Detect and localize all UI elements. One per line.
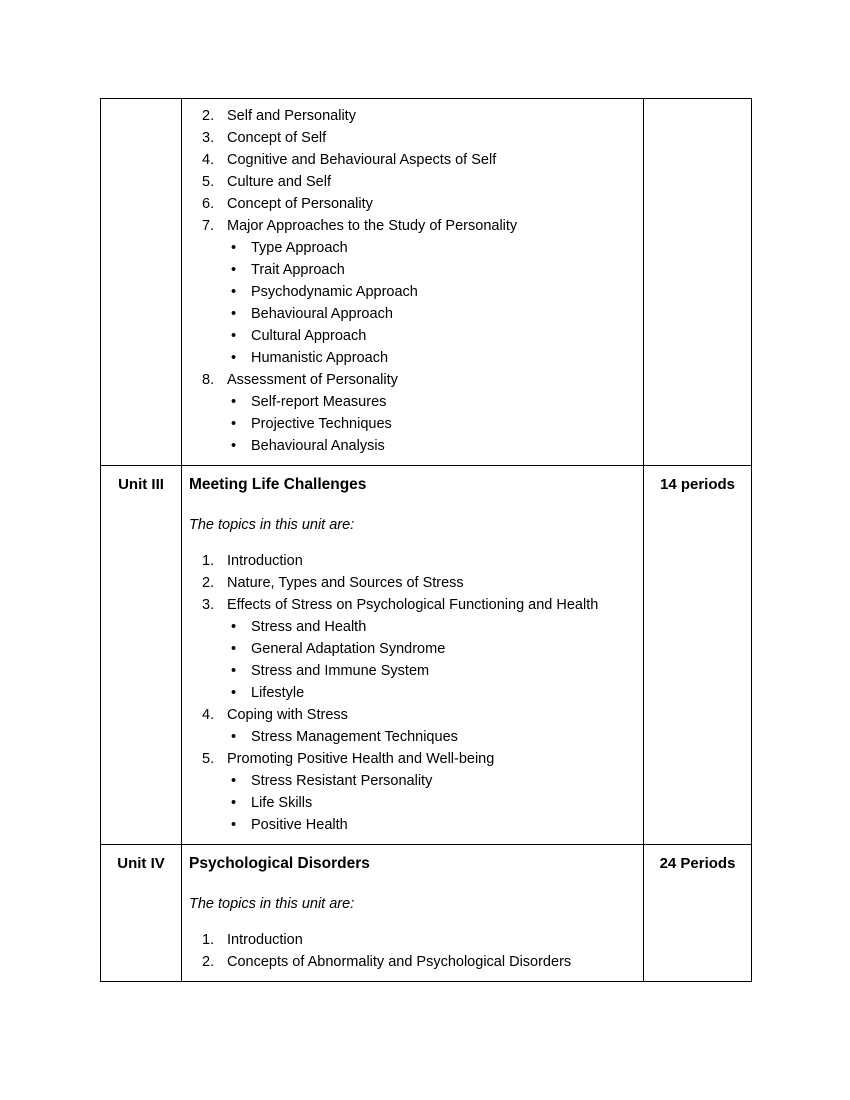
bullet-icon: • xyxy=(231,685,237,701)
unit-content-cell xyxy=(182,845,644,982)
table-row xyxy=(101,99,752,466)
list-item-text: Coping with Stress xyxy=(227,707,348,723)
list-item xyxy=(189,726,637,748)
list-item-text: Cultural Approach xyxy=(251,328,367,344)
list-item-text: Major Approaches to the Study of Personality xyxy=(227,218,518,234)
list-item-text: Projective Techniques xyxy=(251,416,392,432)
list-item-text: Concept of Personality xyxy=(227,196,373,212)
syllabus-table xyxy=(100,98,752,982)
list-item xyxy=(189,303,637,325)
unit-content xyxy=(182,466,643,844)
list-item xyxy=(189,281,637,303)
unit-content-cell xyxy=(182,99,644,466)
list-item xyxy=(189,594,637,616)
list-item xyxy=(189,951,637,973)
list-item-text: Lifestyle xyxy=(251,685,305,701)
sub-topic-list xyxy=(189,616,637,704)
topic-list xyxy=(189,105,637,237)
list-item-text: Humanistic Approach xyxy=(251,350,389,366)
list-item-text: Concept of Self xyxy=(227,130,327,146)
list-item xyxy=(189,347,637,369)
list-item-text: Stress Management Techniques xyxy=(251,729,458,745)
list-item-text: Stress Resistant Personality xyxy=(251,773,433,789)
list-marker: 2. xyxy=(202,954,215,970)
list-item-text: Culture and Self xyxy=(227,174,331,190)
list-item-text: Concepts of Abnormality and Psychological Disorders xyxy=(227,954,572,970)
list-item xyxy=(189,193,637,215)
list-item-text: Promoting Positive Health and Well-being xyxy=(227,751,495,767)
unit-intro: The topics in this unit are: xyxy=(189,517,355,533)
list-item xyxy=(189,435,637,457)
bullet-icon: • xyxy=(231,729,237,745)
unit-heading: Psychological Disorders xyxy=(189,855,370,872)
unit-label-cell xyxy=(101,466,182,845)
unit-intro: The topics in this unit are: xyxy=(189,896,355,912)
list-item xyxy=(189,682,637,704)
table-row xyxy=(101,466,752,845)
list-marker: 3. xyxy=(202,597,215,613)
list-item-text: Self-report Measures xyxy=(251,394,387,410)
bullet-icon: • xyxy=(231,795,237,811)
list-item-text: Assessment of Personality xyxy=(227,372,398,388)
list-item xyxy=(189,259,637,281)
list-marker: 2. xyxy=(202,575,215,591)
bullet-icon: • xyxy=(231,619,237,635)
list-item xyxy=(189,413,637,435)
bullet-icon: • xyxy=(231,817,237,833)
list-item-text: Stress and Health xyxy=(251,619,367,635)
list-marker: 1. xyxy=(202,932,215,948)
list-item xyxy=(189,105,637,127)
list-item xyxy=(189,550,637,572)
list-item xyxy=(189,572,637,594)
unit-label: Unit III xyxy=(118,476,164,493)
list-marker: 7. xyxy=(202,218,215,234)
bullet-icon: • xyxy=(231,240,237,256)
unit-content xyxy=(182,99,643,465)
unit-label: Unit IV xyxy=(117,855,165,872)
list-marker: 4. xyxy=(202,707,215,723)
periods-cell xyxy=(644,99,752,466)
bullet-icon: • xyxy=(231,663,237,679)
list-item-text: General Adaptation Syndrome xyxy=(251,641,446,657)
unit-content xyxy=(182,845,643,981)
list-item-text: Trait Approach xyxy=(251,262,345,278)
list-item-text: Cognitive and Behavioural Aspects of Self xyxy=(227,152,497,168)
list-item xyxy=(189,391,637,413)
topic-list xyxy=(189,704,637,726)
list-item xyxy=(189,792,637,814)
list-item xyxy=(189,237,637,259)
sub-topic-list xyxy=(189,391,637,457)
bullet-icon: • xyxy=(231,328,237,344)
unit-label xyxy=(101,99,181,111)
list-item xyxy=(189,215,637,237)
list-marker: 1. xyxy=(202,553,215,569)
list-marker: 5. xyxy=(202,174,215,190)
list-item-text: Stress and Immune System xyxy=(251,663,430,679)
bullet-icon: • xyxy=(231,416,237,432)
topic-list xyxy=(189,748,637,770)
list-item xyxy=(189,638,637,660)
list-item-text: Effects of Stress on Psychological Functioning and Health xyxy=(227,597,599,613)
list-item-text: Introduction xyxy=(227,932,303,948)
periods-value: 14 periods xyxy=(659,476,736,493)
sub-topic-list xyxy=(189,726,637,748)
periods-cell xyxy=(644,466,752,845)
syllabus-table-body xyxy=(101,99,752,982)
list-item xyxy=(189,325,637,347)
list-item-text: Nature, Types and Sources of Stress xyxy=(227,575,464,591)
periods-value: 24 Periods xyxy=(659,855,736,872)
list-marker: 5. xyxy=(202,751,215,767)
topic-list xyxy=(189,550,637,616)
bullet-icon: • xyxy=(231,262,237,278)
periods-value xyxy=(644,99,751,111)
bullet-icon: • xyxy=(231,394,237,410)
list-item-text: Behavioural Analysis xyxy=(251,438,385,454)
list-marker: 6. xyxy=(202,196,215,212)
list-item-text: Behavioural Approach xyxy=(251,306,393,322)
list-item xyxy=(189,814,637,836)
list-item-text: Self and Personality xyxy=(227,108,356,124)
bullet-icon: • xyxy=(231,284,237,300)
bullet-icon: • xyxy=(231,438,237,454)
list-item xyxy=(189,171,637,193)
list-marker: 4. xyxy=(202,152,215,168)
table-row xyxy=(101,845,752,982)
list-item xyxy=(189,127,637,149)
topic-list xyxy=(189,929,637,973)
bullet-icon: • xyxy=(231,350,237,366)
unit-label-cell xyxy=(101,845,182,982)
list-item-text: Type Approach xyxy=(251,240,348,256)
topic-list xyxy=(189,369,637,391)
bullet-icon: • xyxy=(231,641,237,657)
periods-cell xyxy=(644,845,752,982)
list-item xyxy=(189,929,637,951)
list-item xyxy=(189,704,637,726)
sub-topic-list xyxy=(189,237,637,369)
list-item-text: Life Skills xyxy=(251,795,313,811)
list-item xyxy=(189,616,637,638)
list-item xyxy=(189,149,637,171)
list-marker: 3. xyxy=(202,130,215,146)
list-marker: 2. xyxy=(202,108,215,124)
list-item-text: Psychodynamic Approach xyxy=(251,284,418,300)
bullet-icon: • xyxy=(231,773,237,789)
bullet-icon: • xyxy=(231,306,237,322)
list-item xyxy=(189,369,637,391)
list-marker: 8. xyxy=(202,372,215,388)
list-item xyxy=(189,660,637,682)
unit-label-cell xyxy=(101,99,182,466)
list-item-text: Introduction xyxy=(227,553,303,569)
list-item-text: Positive Health xyxy=(251,817,348,833)
list-item xyxy=(189,770,637,792)
list-item xyxy=(189,748,637,770)
sub-topic-list xyxy=(189,770,637,836)
unit-heading: Meeting Life Challenges xyxy=(189,476,367,493)
unit-content-cell xyxy=(182,466,644,845)
